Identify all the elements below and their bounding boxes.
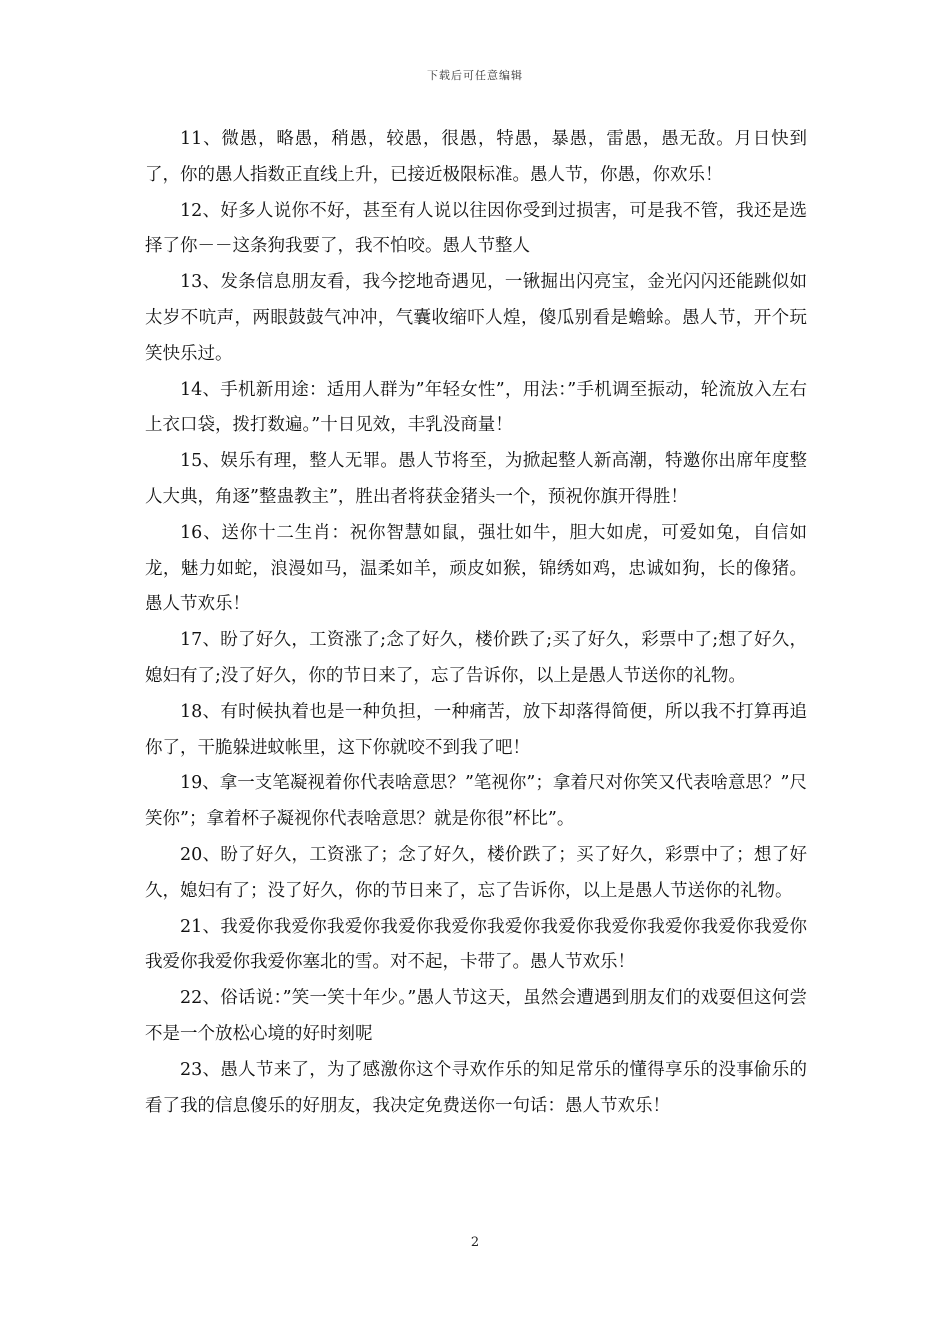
paragraph-17: 17、盼了好久，工资涨了;念了好久，楼价跌了;买了好久，彩票中了;想了好久，媳妇有了;没了好久，你的节日来了，忘了告诉你，以上是愚人节送你的礼物。: [145, 630, 807, 686]
page-number: 2: [470, 1235, 480, 1250]
paragraph-14: 14、手机新用途：适用人群为”年轻女性”，用法：”手机调至振动，轮流放入左右上衣口袋，拨打数遍。”十日见效，丰乳没商量！: [145, 379, 807, 436]
paragraph-20: 20、盼了好久，工资涨了；念了好久，楼价跌了；买了好久，彩票中了；想了好久，媳妇有了；没了好久，你的节日来了，忘了告诉你，以上是愚人节送你的礼物。: [145, 844, 807, 901]
paragraph-15: 15、娱乐有理，整人无罪。愚人节将至，为掀起整人新高潮，特邀你出席年度整人大典，角逐”整蛊教主”，胜出者将获金猪头一个，预祝你旗开得胜！: [145, 451, 807, 507]
paragraph-13: 13、发条信息朋友看，我今挖地奇遇见，一锹掘出闪亮宝，金光闪闪还能跳似如太岁不吭声，两眼鼓鼓气冲冲，气囊收缩吓人煌，傻瓜别看是蟾蜍。愚人节，开个玩笑快乐过。: [145, 272, 807, 364]
paragraph-16: 16、送你十二生肖：祝你智慧如鼠，强壮如牛，胆大如虎，可爱如兔，自信如龙，魅力如蛇，浪漫如马，温柔如羊，顽皮如猴，锦绣如鸡，忠诚如狗，长的像猪。愚人节欢乐！: [145, 522, 807, 615]
paragraph-21: 21、我爱你我爱你我爱你我爱你我爱你我爱你我爱你我爱你我爱你我爱你我爱你我爱你我爱你我爱你塞北的雪。对不起，卡带了。愚人节欢乐！: [145, 916, 807, 973]
paragraph-22: 22、俗话说：”笑一笑十年少。”愚人节这天，虽然会遭遇到朋友们的戏耍但这何尝不是一个放松心境的好时刻呢: [145, 988, 807, 1044]
paragraph-23: 23、愚人节来了，为了感激你这个寻欢作乐的知足常乐的懂得享乐的没事偷乐的看了我的信息傻乐的好朋友，我决定免费送你一句话：愚人节欢乐！: [145, 1059, 807, 1116]
document-body: [145, 122, 807, 1124]
paragraph-19: 19、拿一支笔凝视着你代表啥意思？”笔视你”；拿着尺对你笑又代表啥意思？”尺笑你”；拿着杯子凝视你代表啥意思？就是你很”杯比”。: [145, 773, 807, 830]
paragraph-11: 11、微愚，略愚，稍愚，较愚，很愚，特愚，暴愚，雷愚，愚无敌。月日快到了，你的愚人指数正直线上升，已接近极限标准。愚人节，你愚，你欢乐！: [145, 129, 807, 185]
paragraph-18: 18、有时候执着也是一种负担，一种痛苦，放下却落得简便，所以我不打算再追你了，干脆躲进蚊帐里，这下你就咬不到我了吧！: [145, 701, 807, 758]
page-header: 下载后可任意编辑: [427, 69, 523, 82]
paragraph-12: 12、好多人说你不好，甚至有人说以往因你受到过损害，可是我不管，我还是选择了你－－这条狗我要了，我不怕咬。愚人节整人: [145, 200, 807, 257]
